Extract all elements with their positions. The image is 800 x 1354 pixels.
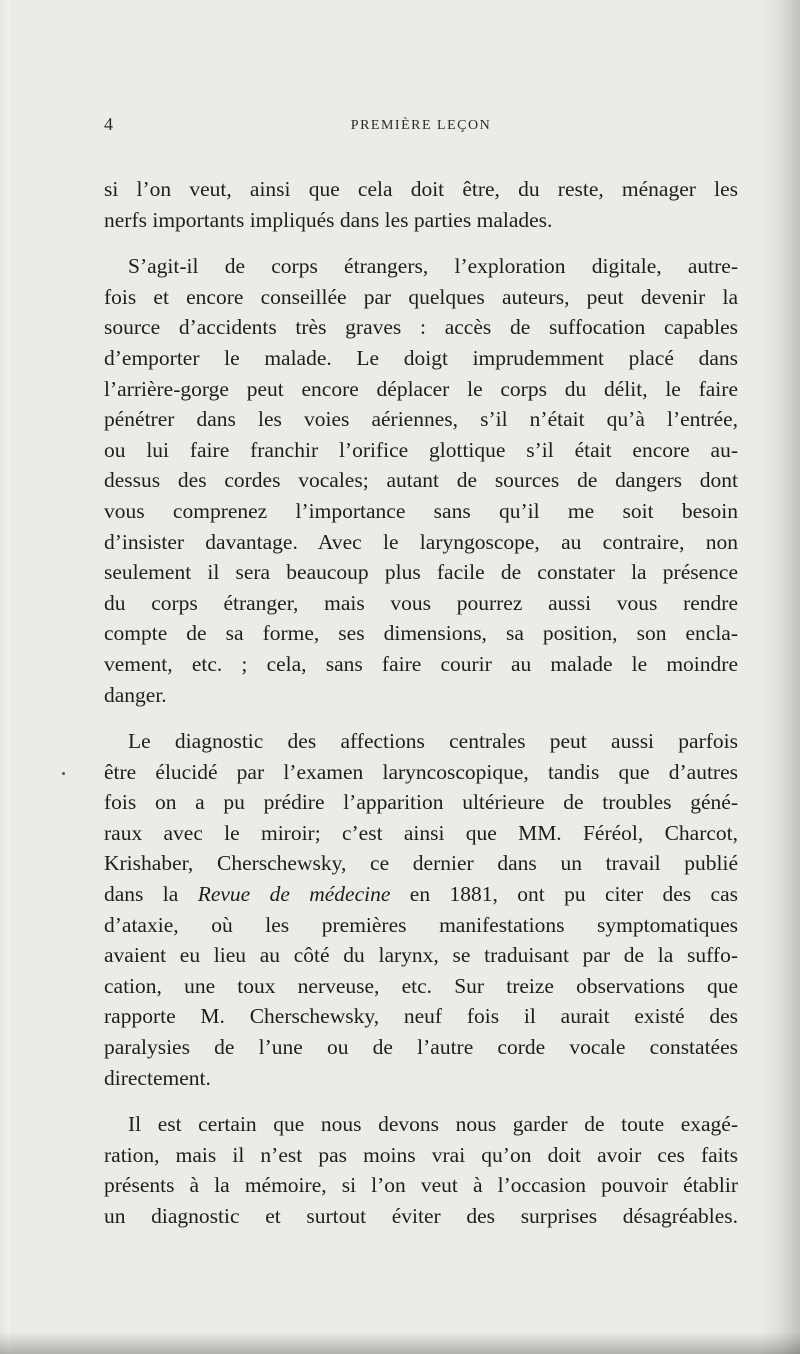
text-line: Il est certain que nous devons nous garder de toute exagé- xyxy=(128,1112,738,1137)
paragraph-4 xyxy=(104,1109,738,1231)
text-line: ration, mais il n’est pas moins vrai qu’on doit avoir ces faits xyxy=(104,1142,738,1167)
text-line: raux avec le miroir; c’est ainsi que MM. Féréol, Charcot, xyxy=(104,820,738,845)
text-line: être élucidé par l’examen laryncoscopique, tandis que d’autres xyxy=(104,759,738,784)
paragraph-3 xyxy=(104,726,738,1093)
text-line: d’emporter le malade. Le doigt imprudemment placé dans xyxy=(104,345,738,370)
text-line: rapporte M. Cherschewsky, neuf fois il aurait existé des xyxy=(104,1004,738,1029)
text-line: pénétrer dans les voies aériennes, s’il n’était qu’à l’entrée, xyxy=(104,407,738,432)
text-line: directement. xyxy=(104,1065,211,1090)
text-line: présents à la mémoire, si l’on veut à l’occasion pouvoir établir xyxy=(104,1173,738,1198)
paragraph-1 xyxy=(104,174,738,235)
text-line: compte de sa forme, ses dimensions, sa position, son encla- xyxy=(104,621,738,646)
text-line: S’agit-il de corps étrangers, l’exploration digitale, autre- xyxy=(128,254,738,279)
text-line: d’insister davantage. Avec le laryngoscope, au contraire, non xyxy=(104,529,738,554)
text-fragment: en 1881, ont pu citer des cas xyxy=(390,882,738,907)
text-line: avaient eu lieu au côté du larynx, se traduisant par de la suffo- xyxy=(104,943,738,968)
body-text xyxy=(104,174,738,1232)
page-margin-strip xyxy=(0,0,10,1354)
print-speck xyxy=(62,772,65,775)
chapter-title: PREMIÈRE LEÇON xyxy=(350,118,492,133)
text-line: danger. xyxy=(104,682,167,707)
paragraph-2 xyxy=(104,251,738,710)
text-line: nerfs importants impliqués dans les parties malades. xyxy=(104,207,553,232)
text-line: fois on a pu prédire l’apparition ultérieure de troubles géné- xyxy=(104,790,738,815)
page-edge-shadow xyxy=(760,0,800,1354)
text-line: si l’on veut, ainsi que cela doit être, du reste, ménager les xyxy=(104,177,738,201)
text-line: fois et encore conseillée par quelques auteurs, peut devenir la xyxy=(104,284,738,309)
text-line: Krishaber, Cherschewsky, ce dernier dans un travail publié xyxy=(104,851,738,876)
text-line: source d’accidents très graves : accès de suffocation capables xyxy=(104,315,738,340)
text-line: ou lui faire franchir l’orifice glottique s’il était encore au- xyxy=(104,437,738,462)
journal-title: Revue de médecine xyxy=(197,882,391,907)
text-line: Le diagnostic des affections centrales peut aussi parfois xyxy=(128,729,738,754)
page-bottom-shadow xyxy=(0,1332,800,1354)
text-line: l’arrière-gorge peut encore déplacer le corps du délit, le faire xyxy=(104,376,738,401)
text-line: d’ataxie, où les premières manifestations symptomatiques xyxy=(104,912,738,937)
text-line: dessus des cordes vocales; autant de sources de dangers dont xyxy=(104,468,738,493)
text-line: vement, etc. ; cela, sans faire courir au malade le moindre xyxy=(104,651,738,676)
book-page xyxy=(104,110,738,1232)
text-line: cation, une toux nerveuse, etc. Sur treize observations que xyxy=(104,973,738,998)
text-line: vous comprenez l’importance sans qu’il me soit besoin xyxy=(104,498,738,523)
running-head xyxy=(104,110,738,136)
text-line: du corps étranger, mais vous pourrez aussi vous rendre xyxy=(104,590,738,615)
text-line-with-citation xyxy=(104,879,738,910)
page-number: 4 xyxy=(104,114,113,134)
text-line: seulement il sera beaucoup plus facile de constater la présence xyxy=(104,560,738,585)
text-fragment: dans la xyxy=(104,882,198,907)
text-line: paralysies de l’une ou de l’autre corde vocale constatées xyxy=(104,1035,738,1060)
text-line: un diagnostic et surtout éviter des surprises désagréables. xyxy=(104,1204,738,1228)
